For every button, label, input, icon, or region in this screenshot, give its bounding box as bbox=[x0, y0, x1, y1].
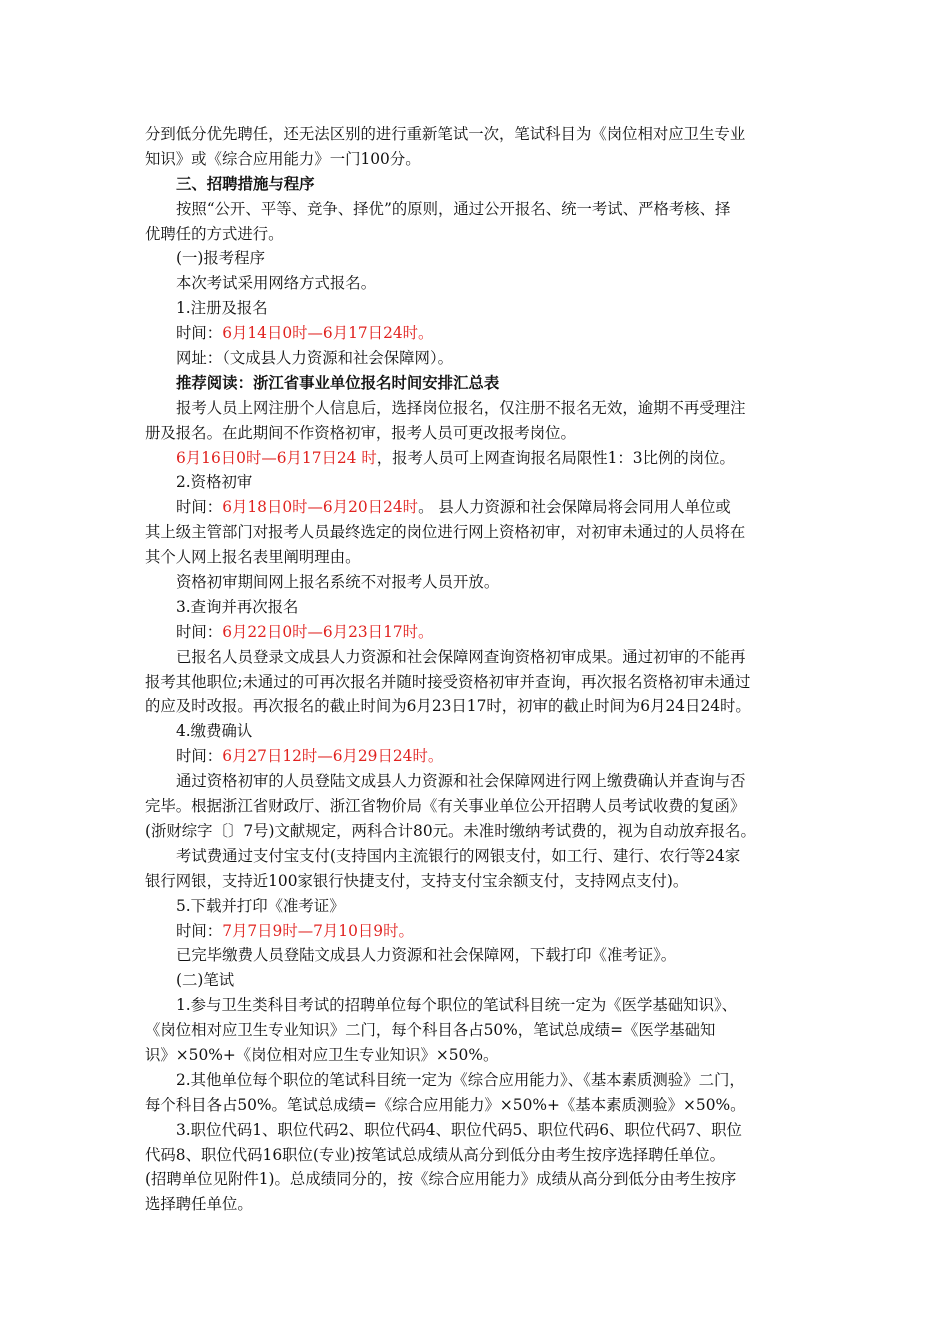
text-line bbox=[145, 744, 815, 769]
text-line bbox=[145, 819, 815, 844]
highlighted-date-range: 6月22日0时—6月23日17时。 bbox=[222, 622, 434, 641]
text-line bbox=[145, 1118, 815, 1143]
text-line bbox=[145, 296, 815, 321]
text-segment: 1.参与卫生类科目考试的招聘单位每个职位的笔试科目统一定为《医学基础知识》、 bbox=[176, 996, 738, 1015]
text-segment: 其个人网上报名表里阐明理由。 bbox=[145, 548, 361, 567]
text-line bbox=[145, 894, 815, 919]
text-line bbox=[145, 570, 815, 595]
text-line bbox=[145, 545, 815, 570]
text-line bbox=[145, 943, 815, 968]
text-segment: 优聘任的方式进行。 bbox=[145, 224, 284, 243]
section-heading bbox=[145, 172, 815, 197]
highlighted-date-range: 7月7日9时—7月10日9时。 bbox=[222, 921, 414, 940]
text-segment: 已完毕缴费人员登陆文成县人力资源和社会保障网，下载打印《准考证》。 bbox=[176, 946, 677, 965]
text-line bbox=[145, 446, 815, 471]
text-line bbox=[145, 271, 815, 296]
text-segment: 3.职位代码1、职位代码2、职位代码4、职位代码5、职位代码6、职位代码7、职位 bbox=[176, 1120, 742, 1139]
text-segment: 其上级主管部门对报考人员最终选定的岗位进行网上资格初审，对初审未通过的人员将在 bbox=[145, 523, 746, 542]
text-line bbox=[145, 694, 815, 719]
text-segment: 银行网银，支持近100家银行快捷支付，支持支付宝余额支付，支持网点支付)。 bbox=[145, 871, 689, 890]
text-line bbox=[145, 1018, 815, 1043]
text-segment: (招聘单位见附件1)。总成绩同分的，按《综合应用能力》成绩从高分到低分由考生按序 bbox=[145, 1170, 737, 1189]
text-line bbox=[145, 122, 815, 147]
text-line bbox=[145, 794, 815, 819]
text-segment: 三、招聘措施与程序 bbox=[176, 174, 315, 193]
text-segment: 5.下载并打印《准考证》 bbox=[176, 896, 345, 915]
text-line bbox=[145, 147, 815, 172]
text-segment: 考试费通过支付宝支付(支持国内主流银行的网银支付，如工行、建行、农行等24家 bbox=[176, 846, 741, 865]
text-segment: 通过资格初审的人员登陆文成县人力资源和社会保障网进行网上缴费确认并查询与否 bbox=[176, 772, 746, 791]
text-line bbox=[145, 919, 815, 944]
text-line bbox=[145, 993, 815, 1018]
text-segment: 时间： bbox=[176, 498, 223, 517]
text-segment: 按照“公开、平等、竞争、择优”的原则，通过公开报名、统一考试、严格考核、择 bbox=[176, 199, 731, 218]
text-segment: 每个科目各占50%。笔试总成绩=《综合应用能力》×50%+《基本素质测验》×50%。 bbox=[145, 1095, 746, 1114]
text-segment: ，报考人员可上网查询报名局限性1：3比例的岗位。 bbox=[376, 448, 735, 467]
text-line bbox=[145, 769, 815, 794]
text-line bbox=[145, 844, 815, 869]
text-line bbox=[145, 1068, 815, 1093]
highlighted-date-range: 6月16日0时—6月17日24 时 bbox=[176, 448, 377, 467]
text-line bbox=[145, 396, 815, 421]
text-segment: 3.查询并再次报名 bbox=[176, 597, 299, 616]
text-line bbox=[145, 197, 815, 222]
text-line bbox=[145, 719, 815, 744]
text-segment: 资格初审期间网上报名系统不对报考人员开放。 bbox=[176, 573, 500, 592]
section-heading bbox=[145, 371, 815, 396]
text-segment: (二)笔试 bbox=[176, 971, 235, 990]
text-segment: 推荐阅读：浙江省事业单位报名时间安排汇总表 bbox=[176, 373, 500, 392]
text-line bbox=[145, 321, 815, 346]
text-segment: 时间： bbox=[176, 622, 223, 641]
text-line bbox=[145, 470, 815, 495]
text-line bbox=[145, 1043, 815, 1068]
text-segment: 册及报名。在此期间不作资格初审，报考人员可更改报考岗位。 bbox=[145, 423, 576, 442]
text-segment: 4.缴费确认 bbox=[176, 722, 253, 741]
text-segment: 分到低分优先聘任，还无法区别的进行重新笔试一次，笔试科目为《岗位相对应卫生专业 bbox=[145, 125, 746, 143]
text-segment: 本次考试采用网络方式报名。 bbox=[176, 274, 377, 293]
text-segment: 2.资格初审 bbox=[176, 473, 253, 492]
text-line bbox=[145, 421, 815, 446]
text-line bbox=[145, 1093, 815, 1118]
text-line bbox=[145, 968, 815, 993]
highlighted-date-range: 6月27日12时—6月29日24时。 bbox=[222, 747, 444, 766]
text-line bbox=[145, 520, 815, 545]
text-line bbox=[145, 869, 815, 894]
text-segment: 《岗位相对应卫生专业知识》二门，每个科目各占50%，笔试总成绩=《医学基础知 bbox=[145, 1021, 716, 1040]
text-segment: 选择聘任单位。 bbox=[145, 1195, 253, 1214]
text-segment: (一)报考程序 bbox=[176, 249, 265, 268]
text-segment: 代码8、职位代码16职位(专业)按笔试总成绩从高分到低分由考生按序选择聘任单位。 bbox=[145, 1145, 726, 1164]
text-segment: 。 县人力资源和社会保障局将会同用人单位或 bbox=[418, 498, 731, 517]
text-segment: 1.注册及报名 bbox=[176, 299, 268, 318]
highlighted-date-range: 6月18日0时—6月20日24时 bbox=[222, 498, 419, 517]
text-segment: 时间： bbox=[176, 324, 223, 343]
text-segment: 2.其他单位每个职位的笔试科目统一定为《综合应用能力》、《基本素质测验》二门， bbox=[176, 1070, 745, 1089]
text-segment: 时间： bbox=[176, 747, 223, 766]
text-segment: (浙财综字〔〕7号)文献规定，两科合计80元。未准时缴纳考试费的，视为自动放弃报名。 bbox=[145, 821, 756, 840]
document-body bbox=[145, 122, 815, 1217]
highlighted-date-range: 6月14日0时—6月17日24时。 bbox=[222, 324, 434, 343]
text-line bbox=[145, 620, 815, 645]
text-line bbox=[145, 645, 815, 670]
text-segment: 的应及时改报。再次报名的截止时间为6月23日17时，初审的截止时间为6月24日24时。 bbox=[145, 697, 751, 716]
text-line bbox=[145, 222, 815, 247]
text-line bbox=[145, 595, 815, 620]
text-line bbox=[145, 1167, 815, 1192]
text-segment: 报考其他职位;未通过的可再次报名并随时接受资格初审并查询，再次报名资格初审未通过 bbox=[145, 672, 751, 691]
text-line bbox=[145, 670, 815, 695]
text-line bbox=[145, 246, 815, 271]
text-line bbox=[145, 495, 815, 520]
text-segment: 识》×50%+《岗位相对应卫生专业知识》×50%。 bbox=[145, 1045, 499, 1064]
text-line bbox=[145, 1192, 815, 1217]
text-segment: 已报名人员登录文成县人力资源和社会保障网查询资格初审成果。通过初审的不能再 bbox=[176, 647, 746, 666]
text-line bbox=[145, 346, 815, 371]
text-segment: 完毕。根据浙江省财政厅、浙江省物价局《有关事业单位公开招聘人员考试收费的复函》 bbox=[145, 797, 746, 816]
text-line bbox=[145, 1143, 815, 1168]
text-segment: 时间： bbox=[176, 921, 223, 940]
text-segment: 网址：（文成县人力资源和社会保障网）。 bbox=[176, 349, 454, 368]
text-segment: 报考人员上网注册个人信息后，选择岗位报名，仅注册不报名无效，逾期不再受理注 bbox=[176, 398, 746, 417]
text-segment: 知识》或《综合应用能力》一门100分。 bbox=[145, 149, 421, 168]
